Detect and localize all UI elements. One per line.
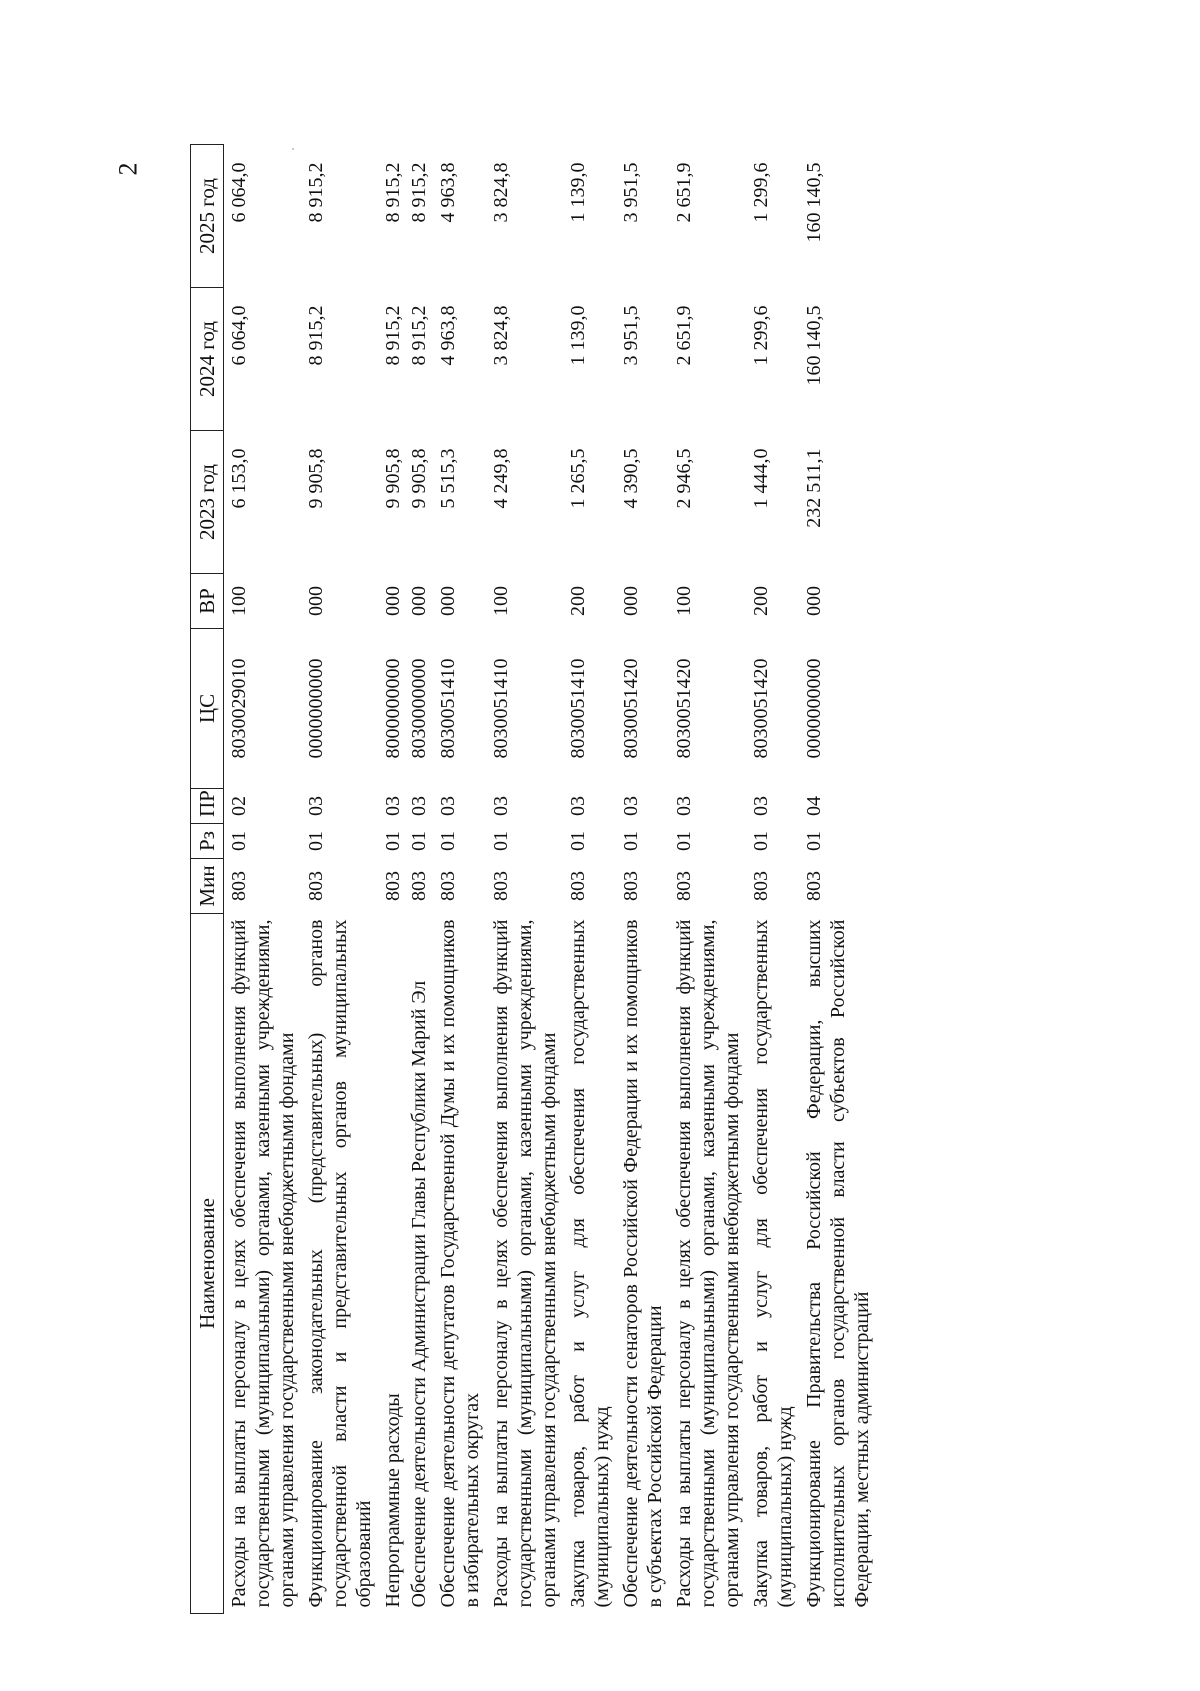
header-2023: 2023 год	[191, 431, 224, 574]
row-name: Расходы на выплаты персоналу в целях обеспечения выполнения функций государственными (муниципальными) органами, казенными учреждениями, органами управления государственными внебюджетными фондами	[228, 919, 298, 1608]
row-vr: 000	[620, 586, 642, 616]
row-vr: 200	[750, 586, 772, 616]
row-rz: 01	[490, 831, 512, 851]
table-row	[433, 145, 486, 1614]
row-2024: 6 064,0	[228, 305, 250, 366]
row-2023: 232 511,1	[803, 448, 825, 528]
row-rz: 01	[305, 831, 327, 851]
row-rz: 01	[673, 831, 695, 851]
row-2023: 1 265,5	[567, 448, 589, 509]
row-2024: 1 299,6	[750, 305, 772, 366]
row-min: 803	[567, 871, 589, 901]
row-vr: 100	[228, 586, 250, 616]
row-2025: 8 915,2	[382, 162, 404, 223]
row-name: Непрограммные расходы	[382, 1393, 404, 1608]
header-pr: ПР	[191, 789, 224, 824]
row-cs: 8030051410	[567, 658, 589, 759]
row-cs: 0000000000	[803, 658, 825, 759]
row-2025: 1 299,6	[750, 162, 772, 223]
row-rz: 01	[408, 831, 430, 851]
table-row	[301, 145, 378, 1614]
row-2023: 4 249,8	[490, 448, 512, 509]
row-min: 803	[408, 871, 430, 901]
rotated-table-container	[190, 144, 990, 1614]
row-pr: 03	[567, 796, 589, 816]
row-pr: 03	[490, 796, 512, 816]
table-row	[486, 145, 563, 1614]
row-2025: 8 915,2	[305, 162, 327, 223]
row-rz: 01	[437, 831, 459, 851]
row-min: 803	[437, 871, 459, 901]
row-vr: 000	[305, 586, 327, 616]
row-2024: 3 951,5	[620, 305, 642, 366]
header-rz: Рз	[191, 824, 224, 859]
row-vr: 000	[408, 586, 430, 616]
table-row	[378, 145, 407, 1614]
row-2023: 2 946,5	[673, 448, 695, 509]
row-vr: 000	[382, 586, 404, 616]
row-2023: 6 153,0	[228, 448, 250, 509]
header-2025: 2025 год	[191, 145, 224, 288]
row-pr: 02	[228, 796, 250, 816]
row-name: Обеспечение деятельности сенаторов Российской Федерации и их помощников в субъектах Российской Федерации	[620, 919, 666, 1608]
row-name: Закупка товаров, работ и услуг для обеспечения государственных (муниципальных) нужд	[750, 919, 796, 1608]
row-2024: 8 915,2	[382, 305, 404, 366]
row-2025: 3 951,5	[620, 162, 642, 223]
row-min: 803	[620, 871, 642, 901]
row-cs: 8030051410	[490, 658, 512, 759]
row-pr: 03	[305, 796, 327, 816]
row-2023: 9 905,8	[382, 448, 404, 509]
header-cs: ЦС	[191, 629, 224, 789]
row-vr: 000	[803, 586, 825, 616]
row-2023: 1 444,0	[750, 448, 772, 509]
row-2025: 3 824,8	[490, 162, 512, 223]
row-pr: 03	[382, 796, 404, 816]
table-row	[407, 145, 433, 1614]
row-min: 803	[750, 871, 772, 901]
row-2024: 1 139,0	[567, 305, 589, 366]
row-cs: 8030051420	[750, 658, 772, 759]
row-min: 803	[803, 871, 825, 901]
row-cs: 8030000000	[408, 658, 430, 759]
table-header-row	[191, 145, 224, 1614]
row-cs: 8030051410	[437, 658, 459, 759]
row-2024: 2 651,9	[673, 305, 695, 366]
header-vr: ВР	[191, 574, 224, 629]
row-pr: 03	[750, 796, 772, 816]
row-min: 803	[228, 871, 250, 901]
row-2025: 8 915,2	[408, 162, 430, 223]
header-2024: 2024 год	[191, 288, 224, 431]
row-2024: 3 824,8	[490, 305, 512, 366]
row-rz: 01	[750, 831, 772, 851]
row-2023: 5 515,3	[437, 448, 459, 509]
row-name: Обеспечение деятельности депутатов Государственной Думы и их помощников в избирательных округах	[437, 919, 483, 1608]
table-row	[799, 145, 876, 1614]
row-rz: 01	[567, 831, 589, 851]
row-pr: 04	[803, 796, 825, 816]
row-2024: 8 915,2	[408, 305, 430, 366]
row-vr: 000	[437, 586, 459, 616]
row-min: 803	[490, 871, 512, 901]
row-name: Функционирование законодательных (представительных) органов государственной власти и представительных органов муниципальных образований	[305, 919, 375, 1608]
row-2025: 1 139,0	[567, 162, 589, 223]
row-name: Закупка товаров, работ и услуг для обеспечения государственных (муниципальных) нужд	[567, 919, 613, 1608]
row-name: Расходы на выплаты персоналу в целях обеспечения выполнения функций государственными (муниципальными) органами, казенными учреждениями, органами управления государственными внебюджетными фондами	[490, 919, 560, 1608]
row-vr: 200	[567, 586, 589, 616]
row-2025: 160 140,5	[803, 162, 825, 243]
table-row	[563, 145, 616, 1614]
row-name: Функционирование Правительства Российской Федерации, высших исполнительных органов государственной власти субъектов Российской Федерации, местных администраций	[803, 919, 873, 1608]
row-2023: 9 905,8	[305, 448, 327, 509]
row-cs: 8030029010	[228, 658, 250, 759]
row-cs: 8000000000	[382, 658, 404, 759]
row-name: Расходы на выплаты персоналу в целях обеспечения выполнения функций государственными (муниципальными) органами, казенными учреждениями, органами управления государственными внебюджетными фондами	[673, 919, 743, 1608]
row-2024: 8 915,2	[305, 305, 327, 366]
row-2023: 4 390,5	[620, 448, 642, 509]
row-vr: 100	[673, 586, 695, 616]
page-number: 2	[113, 162, 143, 176]
row-min: 803	[382, 871, 404, 901]
table-row	[224, 145, 302, 1614]
row-vr: 100	[490, 586, 512, 616]
table-row	[616, 145, 669, 1614]
header-name: Наименование	[191, 914, 224, 1614]
row-min: 803	[305, 871, 327, 901]
row-pr: 03	[620, 796, 642, 816]
table-row	[669, 145, 746, 1614]
row-2025: 2 651,9	[673, 162, 695, 223]
row-min: 803	[673, 871, 695, 901]
row-cs: 8030051420	[620, 658, 642, 759]
row-rz: 01	[228, 831, 250, 851]
budget-table	[190, 144, 876, 1614]
table-row	[746, 145, 799, 1614]
row-pr: 03	[673, 796, 695, 816]
row-2025: 4 963,8	[437, 162, 459, 223]
header-min: Мин	[191, 859, 224, 914]
row-pr: 03	[408, 796, 430, 816]
row-cs: 0000000000	[305, 658, 327, 759]
row-2024: 160 140,5	[803, 305, 825, 386]
row-2025: 6 064,0	[228, 162, 250, 223]
row-2023: 9 905,8	[408, 448, 430, 509]
row-rz: 01	[803, 831, 825, 851]
row-pr: 03	[437, 796, 459, 816]
row-name: Обеспечение деятельности Администрации Главы Республики Марий Эл	[408, 980, 430, 1608]
row-2024: 4 963,8	[437, 305, 459, 366]
row-cs: 8030051420	[673, 658, 695, 759]
row-rz: 01	[382, 831, 404, 851]
row-rz: 01	[620, 831, 642, 851]
